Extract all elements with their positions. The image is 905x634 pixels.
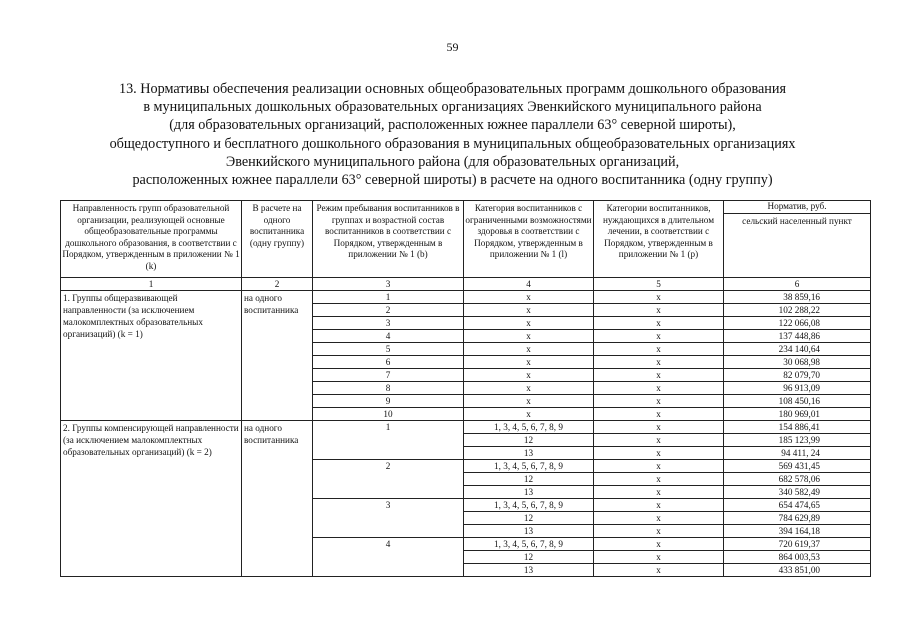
regime-cell: 9 — [313, 395, 464, 408]
category-treatment-cell: x — [594, 434, 724, 447]
regime-cell: 1 — [313, 421, 464, 460]
regime-cell: 2 — [313, 460, 464, 499]
regime-cell: 3 — [313, 499, 464, 538]
category-treatment-cell: x — [594, 369, 724, 382]
category-limited-cell: x — [464, 369, 594, 382]
category-limited-cell: 13 — [464, 564, 594, 577]
category-limited-cell: x — [464, 356, 594, 369]
category-limited-cell: x — [464, 304, 594, 317]
category-limited-cell: x — [464, 408, 594, 421]
norm-value: 654 474,65 — [724, 499, 871, 512]
category-limited-cell: x — [464, 395, 594, 408]
category-treatment-cell: x — [594, 304, 724, 317]
norm-value: 784 629,89 — [724, 512, 871, 525]
regime-cell: 4 — [313, 538, 464, 577]
table-row — [61, 291, 871, 304]
category-limited-cell: 1, 3, 4, 5, 6, 7, 8, 9 — [464, 538, 594, 551]
category-treatment-cell: x — [594, 408, 724, 421]
category-limited-cell: x — [464, 382, 594, 395]
category-treatment-cell: x — [594, 525, 724, 538]
norm-value: 102 288,22 — [724, 304, 871, 317]
table-row — [61, 421, 871, 434]
regime-cell: 7 — [313, 369, 464, 382]
column-number: 5 — [594, 278, 724, 291]
page-number: 59 — [446, 40, 459, 54]
category-treatment-cell: x — [594, 512, 724, 525]
norm-value: 154 886,41 — [724, 421, 871, 434]
column-numbers-row — [61, 278, 871, 291]
regime-cell: 3 — [313, 317, 464, 330]
column-number: 3 — [313, 278, 464, 291]
category-limited-cell: x — [464, 343, 594, 356]
regime-cell: 4 — [313, 330, 464, 343]
norm-value: 96 913,09 — [724, 382, 871, 395]
regime-cell: 8 — [313, 382, 464, 395]
category-treatment-cell: x — [594, 564, 724, 577]
column-number: 6 — [724, 278, 871, 291]
category-limited-cell: 1, 3, 4, 5, 6, 7, 8, 9 — [464, 460, 594, 473]
regime-cell: 1 — [313, 291, 464, 304]
category-limited-cell: x — [464, 291, 594, 304]
category-treatment-cell: x — [594, 551, 724, 564]
norm-value: 30 068,98 — [724, 356, 871, 369]
norms-table — [60, 200, 871, 577]
title-line: 13. Нормативы обеспечения реализации основных общеобразовательных программ дошкольного образования — [118, 81, 787, 97]
header-row — [61, 201, 871, 214]
norm-value: 185 123,99 — [724, 434, 871, 447]
title-line: расположенных южнее параллели 63° северной широты) в расчете на одного воспитанника (одну группу) — [132, 172, 773, 189]
category-limited-cell: 12 — [464, 551, 594, 564]
header-category-treatment: Категории воспитанников, нуждающихся в длительном лечении, в соответствии с Порядком, утвержденным в приложении № 1 (p) — [594, 201, 724, 278]
group-label: 1. Группы общеразвивающей направленности (за исключением малокомплектных образовательных организаций) (k = 1) — [61, 291, 242, 421]
category-treatment-cell: x — [594, 460, 724, 473]
category-treatment-cell: x — [594, 499, 724, 512]
header-norm: Норматив, руб. — [724, 201, 871, 214]
column-number: 4 — [464, 278, 594, 291]
norm-value: 94 411, 24 — [724, 447, 871, 460]
category-treatment-cell: x — [594, 486, 724, 499]
category-limited-cell: 13 — [464, 525, 594, 538]
norm-value: 864 003,53 — [724, 551, 871, 564]
category-treatment-cell: x — [594, 421, 724, 434]
category-limited-cell: 12 — [464, 512, 594, 525]
norm-value: 682 578,06 — [724, 473, 871, 486]
category-treatment-cell: x — [594, 395, 724, 408]
category-treatment-cell: x — [594, 330, 724, 343]
category-limited-cell: 1, 3, 4, 5, 6, 7, 8, 9 — [464, 499, 594, 512]
category-limited-cell: x — [464, 330, 594, 343]
header-norm-rural: сельский населенный пункт — [724, 213, 871, 277]
category-limited-cell: x — [464, 317, 594, 330]
norm-value: 122 066,08 — [724, 317, 871, 330]
group-label: 2. Группы компенсирующей направленности (за исключением малокомплектных образовательных организаций) (k = 2) — [61, 421, 242, 577]
category-treatment-cell: x — [594, 317, 724, 330]
header-direction: Направленность групп образовательной организации, реализующей основные общеобразовательные программы дошкольного образования, в соответствии с Порядком, утвержденным в приложении № 1 (k) — [61, 201, 242, 278]
regime-cell: 5 — [313, 343, 464, 356]
header-calc-basis: В расчете на одного воспитанника (одну группу) — [242, 201, 313, 278]
title-line: (для образовательных организаций, расположенных южнее параллели 63° северной широты), — [169, 117, 736, 134]
norm-value: 38 859,16 — [724, 291, 871, 304]
category-treatment-cell: x — [594, 291, 724, 304]
category-treatment-cell: x — [594, 538, 724, 551]
norm-value: 394 164,18 — [724, 525, 871, 538]
regime-cell: 6 — [313, 356, 464, 369]
calc-basis-value: на одного воспитанника — [242, 421, 313, 577]
regime-cell: 2 — [313, 304, 464, 317]
norm-value: 180 969,01 — [724, 408, 871, 421]
document-title — [60, 80, 845, 189]
norm-value: 720 619,37 — [724, 538, 871, 551]
norm-value: 108 450,16 — [724, 395, 871, 408]
norm-value: 82 079,70 — [724, 369, 871, 382]
category-limited-cell: 1, 3, 4, 5, 6, 7, 8, 9 — [464, 421, 594, 434]
category-treatment-cell: x — [594, 343, 724, 356]
norm-value: 569 431,45 — [724, 460, 871, 473]
regime-cell: 10 — [313, 408, 464, 421]
category-treatment-cell: x — [594, 447, 724, 460]
category-treatment-cell: x — [594, 473, 724, 486]
column-number: 2 — [242, 278, 313, 291]
category-limited-cell: 12 — [464, 434, 594, 447]
header-category-limited: Категория воспитанников с ограниченными возможностями здоровья в соответствии с Порядком, утвержденным в приложении № 1 (l) — [464, 201, 594, 278]
category-limited-cell: 12 — [464, 473, 594, 486]
category-limited-cell: 13 — [464, 447, 594, 460]
column-number: 1 — [61, 278, 242, 291]
category-treatment-cell: x — [594, 356, 724, 369]
norm-value: 340 582,49 — [724, 486, 871, 499]
header-regime: Режим пребывания воспитанников в группах и возрастной состав воспитанников в соответствии с Порядком, утвержденным в приложении № 1 (b) — [313, 201, 464, 278]
norm-value: 137 448,86 — [724, 330, 871, 343]
category-treatment-cell: x — [594, 382, 724, 395]
title-line: Эвенкийского муниципального района (для образовательных организаций, — [225, 153, 680, 170]
norm-value: 433 851,00 — [724, 564, 871, 577]
title-line: в муниципальных дошкольных образовательных организациях Эвенкийского муниципального района — [143, 99, 762, 116]
title-line: общедоступного и бесплатного дошкольного образования в муниципальных общеобразовательных организациях — [109, 135, 796, 152]
calc-basis-value: на одного воспитанника — [242, 291, 313, 421]
norm-value: 234 140,64 — [724, 343, 871, 356]
category-limited-cell: 13 — [464, 486, 594, 499]
